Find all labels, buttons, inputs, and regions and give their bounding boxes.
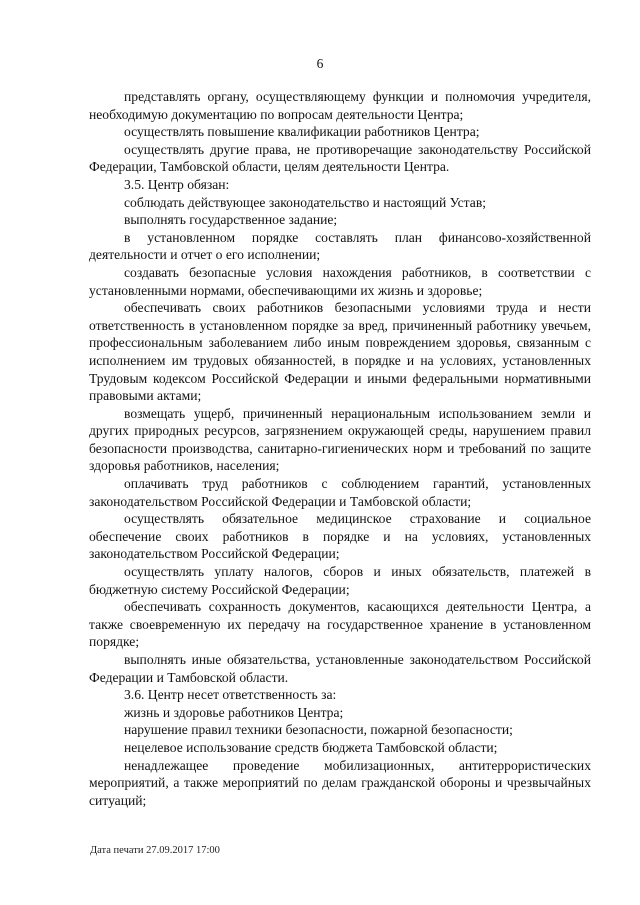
paragraph: осуществлять повышение квалификации работников Центра; [124,124,480,140]
paragraph: осуществлять другие права, не противоречащие законодательству Российской Федерации, Тамбовской области, целям деятельности Центра. [89,141,591,175]
paragraph: в установленном порядке составлять план финансово-хозяйственной деятельности и отчет о его исполнении; [89,229,591,263]
paragraph: осуществлять уплату налогов, сборов и иных обязательств, платежей в бюджетную систему Российской Федерации; [89,564,591,597]
section-heading: 3.6. Центр несет ответственность за: [124,687,337,703]
paragraph: обеспечивать сохранность документов, касающихся деятельности Центра, а также своевременную их передачу на государственное хранение в установленном порядке; [89,599,591,650]
paragraph: нецелевое использование средств бюджета Тамбовской области; [124,739,498,755]
page-number: 6 [316,56,324,71]
paragraph: обеспечивать своих работников безопасными условиями труда и нести ответственность в установленном порядке за вред, причиненный работнику увечьем, профессиональным заболеванием либо иным повреждением здоровья, связанным с исполнением им трудовых обязанностей, в порядке и на условиях, установленных Трудовым кодексом Российской Федерации и иными федеральными нормативными правовыми актами; [89,300,591,404]
paragraph: жизнь и здоровье работников Центра; [124,704,344,720]
print-date-footer: Дата печати 27.09.2017 17:00 [90,845,220,856]
document-body [89,88,591,809]
paragraph: возмещать ущерб, причиненный нерациональным использованием земли и других природных ресурсов, загрязнением окружающей среды, нарушением правил безопасности производства, санитарно-гигиенических норм и требований по защите здоровья работников, населения; [89,405,591,474]
paragraph: выполнять иные обязательства, установленные законодательством Российской Федерации и Тамбовской области. [89,652,591,685]
paragraph: выполнять государственное задание; [124,212,338,228]
paragraph: нарушение правил техники безопасности, пожарной безопасности; [124,722,513,738]
paragraph: оплачивать труд работников с соблюдением гарантий, установленных законодательством Российской Федерации и Тамбовской области; [89,476,591,509]
paragraph: ненадлежащее проведение мобилизационных, антитеррористических мероприятий, а также мероприятий по делам гражданской обороны и чрезвычайных ситуаций; [89,757,591,808]
section-heading: 3.5. Центр обязан: [124,176,230,192]
paragraph: представлять органу, осуществляющему функции и полномочия учредителя, необходимую документацию по вопросам деятельности Центра; [89,89,591,122]
paragraph: осуществлять обязательное медицинское страхование и социальное обеспечение своих работников в порядке и на условиях, установленных законодательством Российской Федерации; [89,511,591,562]
paragraph: соблюдать действующее законодательство и настоящий Устав; [124,194,487,210]
paragraph: создавать безопасные условия нахождения работников, в соответствии с установленными нормами, обеспечивающими их жизнь и здоровье; [89,264,591,298]
